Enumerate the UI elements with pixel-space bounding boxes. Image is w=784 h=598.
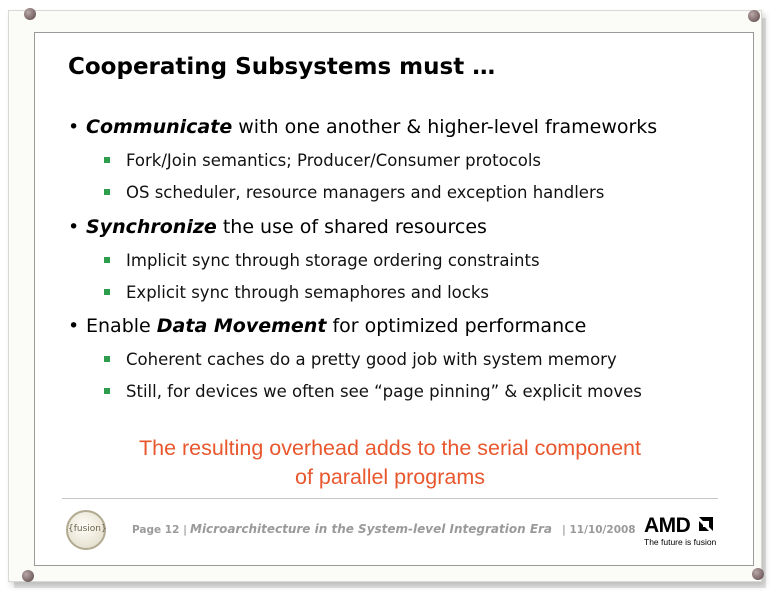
fusion-logo-text: {fusion} <box>68 524 107 534</box>
callout-text <box>70 434 710 492</box>
sub-bullet-text: Still, for devices we often see “page pinning” & explicit moves <box>126 382 642 401</box>
green-square-icon <box>104 289 110 295</box>
page-label: Page 12 <box>132 524 180 536</box>
pushpin-icon <box>24 8 36 20</box>
green-square-icon <box>104 157 110 163</box>
sub-bullet <box>104 183 604 202</box>
bullet-emphasis: Data Movement <box>156 315 327 337</box>
date-label: 11/10/2008 <box>569 524 636 536</box>
bullet-dot-icon: • <box>68 116 80 138</box>
amd-logo: AMD <box>644 514 691 537</box>
bullet-text: the use of shared resources <box>216 216 487 238</box>
fusion-logo-icon <box>66 510 106 550</box>
sub-bullet-text: Explicit sync through semaphores and locks <box>126 283 489 302</box>
footer-page-number <box>132 524 187 536</box>
callout-line-1: The resulting overhead adds to the serial component <box>139 436 641 460</box>
sub-bullet-text: Implicit sync through storage ordering constraints <box>126 251 540 270</box>
sub-bullet <box>104 350 617 369</box>
footer-separator: | <box>183 524 187 536</box>
pushpin-icon <box>22 570 34 582</box>
sub-bullet <box>104 283 489 302</box>
green-square-icon <box>104 189 110 195</box>
green-square-icon <box>104 356 110 362</box>
bullet-pre: Enable <box>86 315 157 337</box>
bullet-data-movement <box>68 315 586 337</box>
sub-bullet-text: OS scheduler, resource managers and exception handlers <box>126 183 605 202</box>
bullet-dot-icon: • <box>68 216 80 238</box>
sub-bullet <box>104 151 541 170</box>
green-square-icon <box>104 388 110 394</box>
footer-date <box>562 524 636 536</box>
bullet-dot-icon: • <box>68 315 80 337</box>
footer-divider <box>62 498 718 499</box>
sub-bullet-text: Fork/Join semantics; Producer/Consumer protocols <box>126 151 542 170</box>
pushpin-icon <box>748 10 760 22</box>
slide-title: Cooperating Subsystems must … <box>68 54 496 80</box>
bullet-text: with one another & higher-level frameworks <box>232 116 658 138</box>
pushpin-icon <box>752 568 764 580</box>
sub-bullet <box>104 382 642 401</box>
callout-line-2: of parallel programs <box>294 465 485 489</box>
footer-presentation-title: Microarchitecture in the System-level Integration Era <box>190 522 553 536</box>
bullet-synchronize <box>68 216 487 238</box>
amd-arrow-icon <box>697 515 715 533</box>
amd-tagline: The future is fusion <box>644 537 717 547</box>
footer-separator: | <box>562 524 566 536</box>
sub-bullet <box>104 251 540 270</box>
bullet-text: for optimized performance <box>326 315 587 337</box>
sub-bullet-text: Coherent caches do a pretty good job with system memory <box>126 350 617 369</box>
green-square-icon <box>104 257 110 263</box>
bullet-emphasis: Communicate <box>86 116 233 138</box>
bullet-communicate <box>68 116 657 138</box>
bullet-emphasis: Synchronize <box>86 216 217 238</box>
